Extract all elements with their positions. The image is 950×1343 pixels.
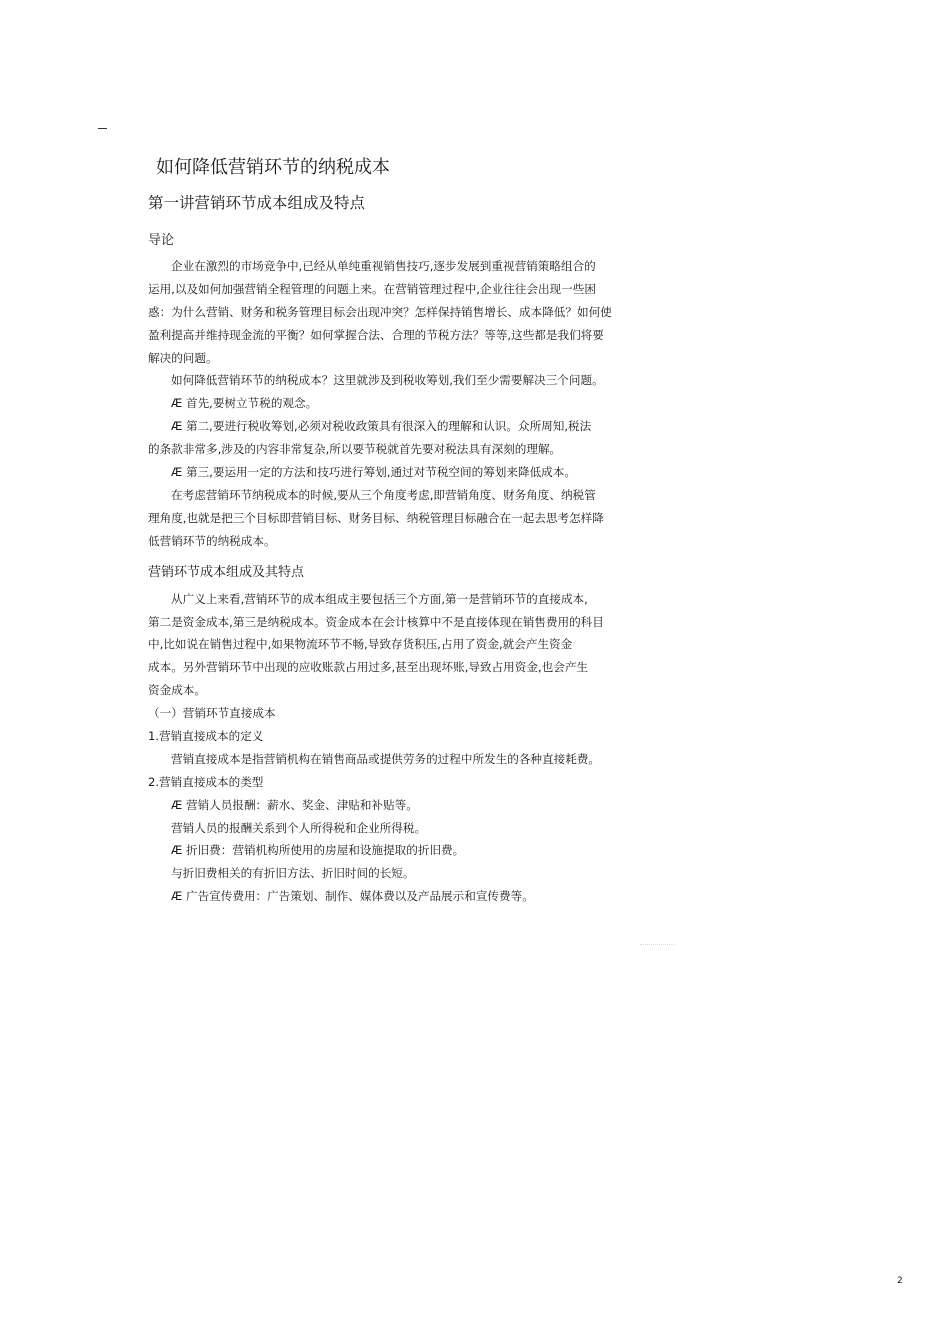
header-dash [98,128,107,129]
document-title: 如何降低营销环节的纳税成本 [156,157,390,178]
bullet-item: Æ 首先,要树立节税的观念。 [171,396,318,410]
numbered-heading: 2.营销直接成本的类型 [148,775,264,789]
page-number: 2 [897,1276,903,1286]
paragraph-line: 成本。另外营销环节中出现的应收账款占用过多,甚至出现坏账,导致占用资金,也会产生 [148,660,589,674]
intro-heading: 导论 [148,233,175,248]
numbered-heading: 1.营销直接成本的定义 [148,729,264,743]
bullet-item: Æ 第三,要运用一定的方法和技巧进行筹划,通过对节税空间的筹划来降低成本。 [171,465,576,479]
faint-dotted-mark [640,944,674,946]
paragraph-line: 理角度,也就是把三个目标即营销目标、财务目标、纳税管理目标融合在一起去思考怎样降 [148,511,604,525]
paragraph-line: 营销直接成本是指营销机构在销售商品或提供劳务的过程中所发生的各种直接耗费。 [171,752,600,766]
lecture-heading: 第一讲营销环节成本组成及特点 [148,194,366,212]
section-heading: 营销环节成本组成及其特点 [148,565,305,580]
paragraph-line: 资金成本。 [148,683,206,697]
bullet-item: Æ 折旧费：营销机构所使用的房屋和设施提取的折旧费。 [171,843,465,857]
paragraph-line: 的条款非常多,涉及的内容非常复杂,所以要节税就首先要对税法具有深刻的理解。 [148,442,562,456]
subsection-heading: （一）营销环节直接成本 [148,706,276,720]
paragraph-line: 在考虑营销环节纳税成本的时候,要从三个角度考虑,即营销角度、财务角度、纳税管 [171,488,596,502]
paragraph-line: 营销人员的报酬关系到个人所得税和企业所得税。 [171,821,427,835]
paragraph-line: 低营销环节的纳税成本。 [148,534,276,548]
bullet-item: Æ 营销人员报酬：薪水、奖金、津贴和补贴等。 [171,798,418,812]
paragraph-line: 盈利提高并维持现金流的平衡？如何掌握合法、合理的节税方法？等等,这些都是我们将要 [148,328,604,342]
paragraph-line: 与折旧费相关的有折旧方法、折旧时间的长短。 [171,866,415,880]
paragraph-line: 解决的问题。 [148,351,218,365]
paragraph-line: 中,比如说在销售过程中,如果物流环节不畅,导致存货积压,占用了资金,就会产生资金 [148,637,573,651]
paragraph-line: 企业在激烈的市场竞争中,已经从单纯重视销售技巧,逐步发展到重视营销策略组合的 [171,259,596,273]
paragraph-line: 惑：为什么营销、财务和税务管理目标会出现冲突？怎样保持销售增长、成本降低？如何使 [148,305,612,319]
paragraph-line: 第二是资金成本,第三是纳税成本。资金成本在会计核算中不是直接体现在销售费用的科目 [148,615,604,629]
bullet-item: Æ 广告宣传费用：广告策划、制作、媒体费以及产品展示和宣传费等。 [171,889,534,903]
bullet-item: Æ 第二,要进行税收筹划,必须对税收政策具有很深入的理解和认识。众所周知,税法 [171,419,592,433]
paragraph-line: 运用,以及如何加强营销全程管理的问题上来。在营销管理过程中,企业往往会出现一些困 [148,282,596,296]
paragraph-line: 从广义上来看,营销环节的成本组成主要包括三个方面,第一是营销环节的直接成本, [171,592,588,606]
paragraph-line: 如何降低营销环节的纳税成本？这里就涉及到税收筹划,我们至少需要解决三个问题。 [171,373,604,387]
